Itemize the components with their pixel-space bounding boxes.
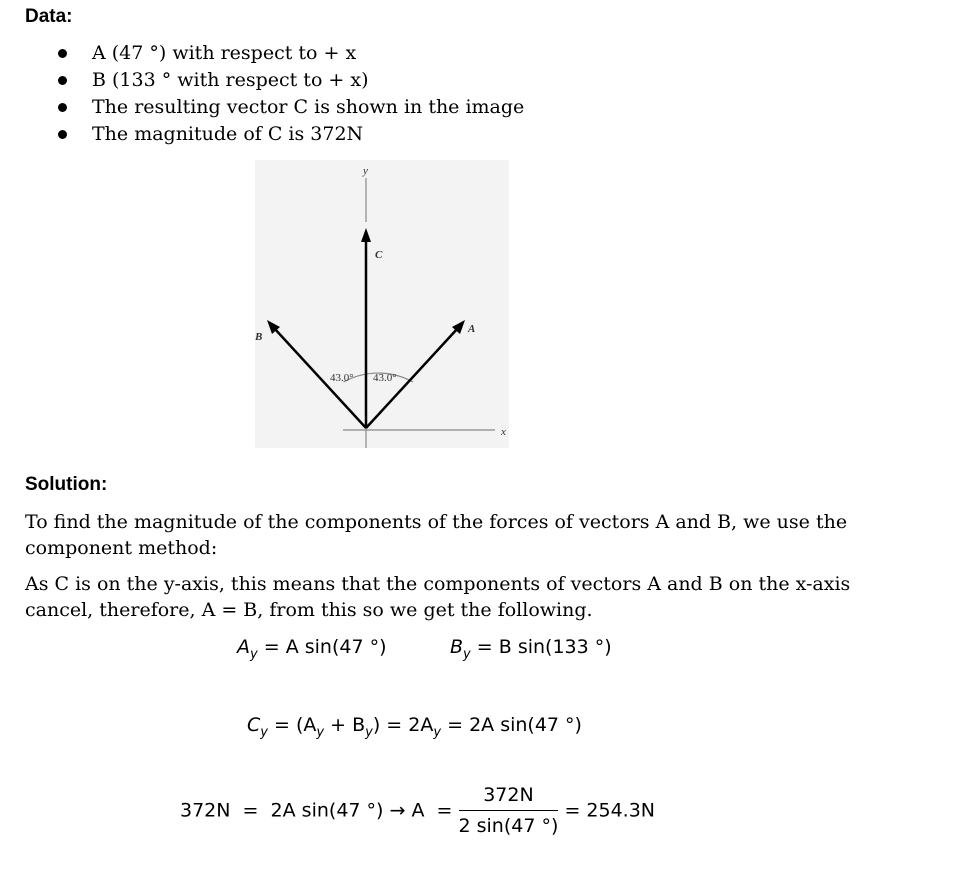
equation-by: $B_y = B$ sin(133 °) — [450, 636, 612, 662]
angle-left-label: 43.0° — [330, 372, 354, 384]
paragraph-x-cancel: As C is on the y-axis, this means that the components of vectors A and B on the x-axis cancel, therefore, A = B, from this so we get the following. — [25, 573, 851, 621]
list-item: A (47 °) with respect to + x — [25, 40, 524, 67]
list-item: The resulting vector C is shown in the image — [25, 94, 524, 121]
a-label: A — [468, 323, 476, 335]
data-list — [25, 40, 524, 148]
list-item: The magnitude of C is 372N — [25, 121, 524, 148]
equation-solve-a: 372N = 2A sin(47 °) → A = $\frac{372N}{2 \sin(47 ^\circ)}$ = 254.3N — [180, 784, 656, 837]
paragraph-component-method: To find the magnitude of the components of the forces of vectors A and B, we use the component method: — [25, 511, 848, 559]
solution-heading: Solution: — [25, 474, 108, 495]
vector-diagram — [255, 160, 509, 448]
list-item: B (133 ° with respect to + x) — [25, 67, 524, 94]
c-label: C — [375, 249, 383, 261]
angle-right-label: 43.0° — [373, 372, 397, 384]
x-label: x — [501, 426, 506, 438]
b-label: B — [255, 331, 263, 343]
y-label: y — [363, 165, 368, 177]
equation-cy: $C_y = (A_y + B_y) = 2A_y = 2A$ sin(47 °) — [247, 714, 582, 740]
equation-ay: $A_y = A$ sin(47 °) — [237, 636, 387, 662]
data-heading: Data: — [25, 6, 73, 27]
